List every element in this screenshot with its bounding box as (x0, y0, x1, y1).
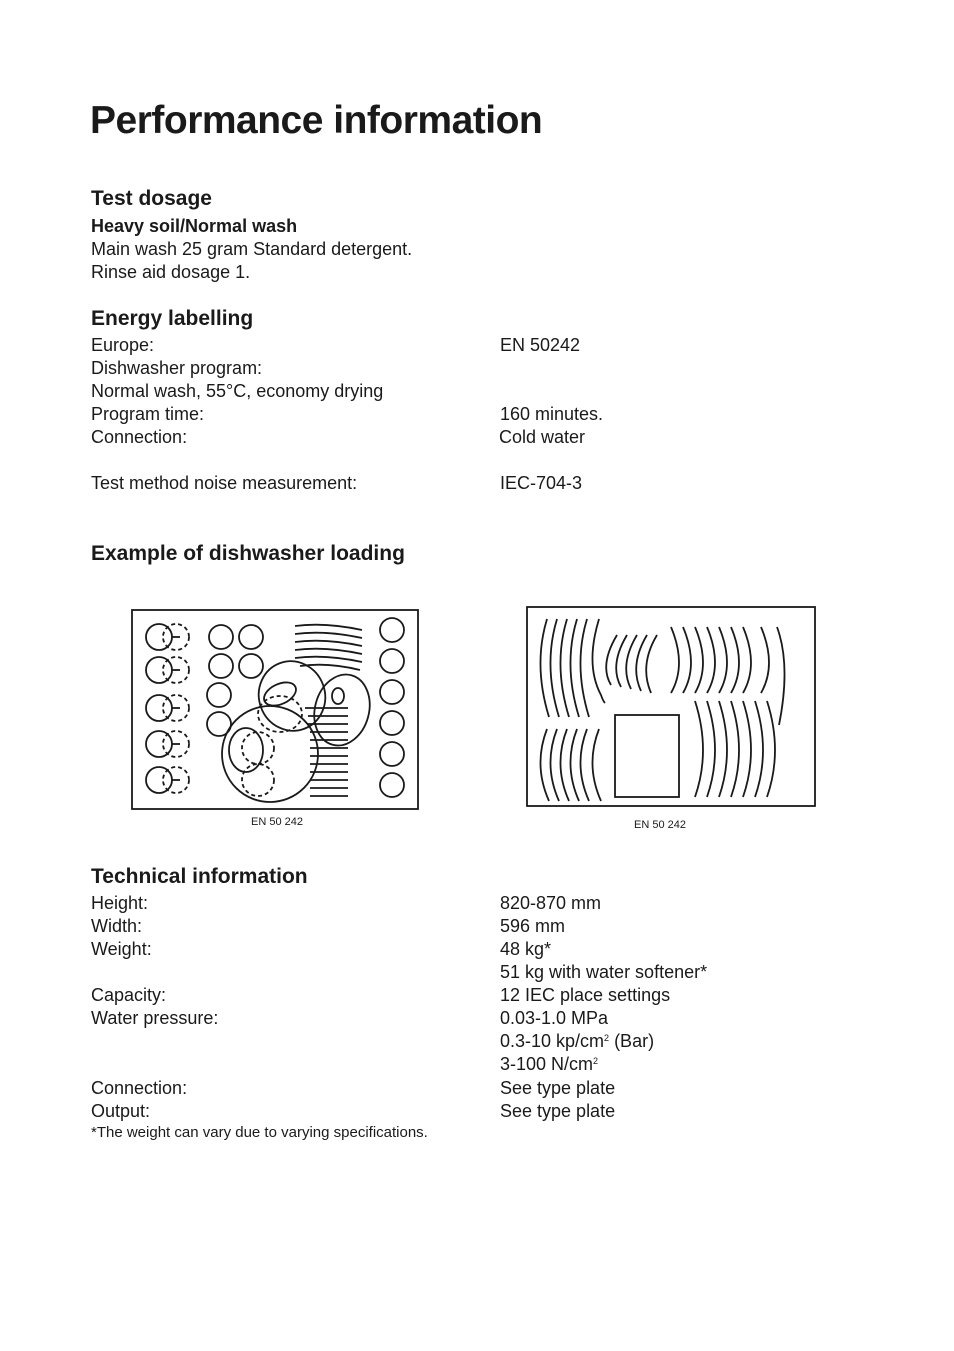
weight-label: Weight: (91, 939, 152, 959)
output-label: Output: (91, 1101, 151, 1121)
upper-basket-caption: EN 50 242 (634, 819, 686, 831)
test-dosage-line: Main wash 25 gram Standard detergent. (91, 239, 413, 259)
tech-connection-label: Connection: (91, 1078, 188, 1098)
program-time-value: 160 minutes. (500, 404, 604, 424)
width-label: Width: (91, 916, 143, 936)
cup-rows (540, 619, 784, 801)
capacity-value: 12 IEC place settings (500, 985, 671, 1005)
lower-basket-diagram (130, 608, 420, 811)
program-detail: Normal wash, 55°C, economy drying (91, 381, 384, 401)
connection-label: Connection: (91, 427, 188, 447)
program-label: Dishwasher program: (91, 358, 263, 378)
loading-heading: Example of dishwasher loading (91, 542, 405, 565)
tray (615, 715, 679, 797)
rack-tines (295, 625, 362, 796)
upper-basket-diagram (525, 605, 817, 809)
water-pressure-ncm: 3-100 $N/cm^2$ (500, 1054, 599, 1074)
water-pressure-mpa: 0.03-1.0 MPa (500, 1008, 609, 1028)
technical-heading: Technical information (91, 865, 308, 888)
test-dosage-heading: Test dosage (91, 187, 212, 210)
weight-value: 48 kg* (500, 939, 552, 959)
europe-label: Europe: (91, 335, 155, 355)
test-dosage-subheading: Heavy soil/Normal wash (91, 216, 298, 236)
water-pressure-bar: 0.3-10 $kp/cm^2$ (Bar) (500, 1031, 655, 1051)
water-pressure-label: Water pressure: (91, 1008, 219, 1028)
capacity-label: Capacity: (91, 985, 167, 1005)
output-value: See type plate (500, 1101, 616, 1121)
height-value: 820-870 mm (500, 893, 602, 913)
tech-connection-value: See type plate (500, 1078, 616, 1098)
page-title: Performance information (90, 99, 543, 142)
connection-value: Cold water (499, 427, 586, 447)
lower-basket-caption: EN 50 242 (251, 816, 303, 828)
test-dosage-line: Rinse aid dosage 1. (91, 262, 251, 282)
height-label: Height: (91, 893, 149, 913)
noise-label: Test method noise measurement: (91, 473, 358, 493)
width-value: 596 mm (500, 916, 566, 936)
weight-footnote: *The weight can vary due to varying specifications. (91, 1124, 428, 1141)
noise-value: IEC-704-3 (500, 473, 583, 493)
plate-column-left (146, 624, 189, 793)
weight-value-softener: 51 kg with water softener* (500, 962, 708, 982)
program-time-label: Program time: (91, 404, 205, 424)
europe-value: EN 50242 (500, 335, 581, 355)
energy-labelling-heading: Energy labelling (91, 307, 254, 330)
